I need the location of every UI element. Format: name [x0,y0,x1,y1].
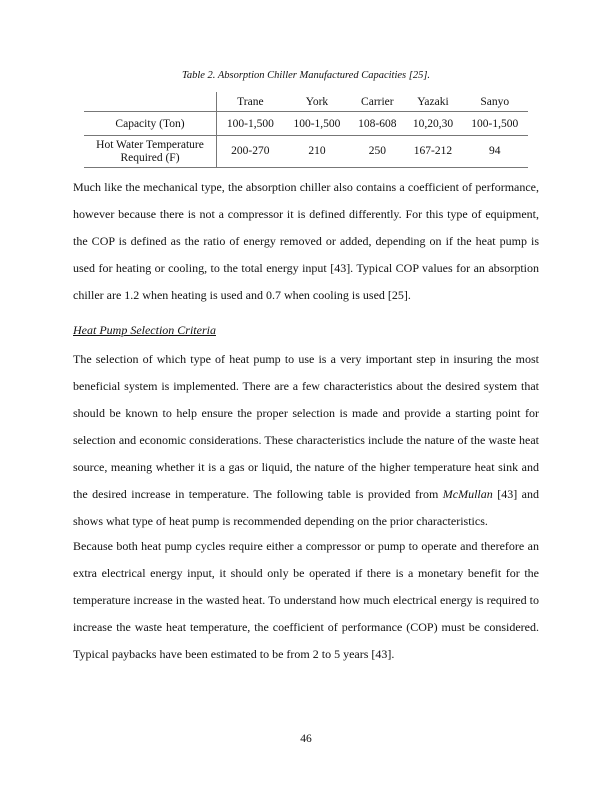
table-cell: 167-212 [404,136,461,168]
table-cell: 210 [284,136,351,168]
paragraph-electrical-energy: Because both heat pump cycles require either a compressor or pump to operate and therefore an extra electrical energy input, it should only be operated if there is a monetary benefit for the temperature increase in the wasted heat. To understand how much electrical energy is required to increase the waste heat temperature, the coefficient of performance (COP) must be considered. Typical paybacks have been estimated to be from 2 to 5 years [43]. [73,539,539,661]
paragraph-cop-absorption: Much like the mechanical type, the absorption chiller also contains a coefficient of performance, however because there is not a compressor it is defined differently. For this type of equipment, the COP is defined as the ratio of energy removed or added, depending on if the heat pump is used for heating or cooling, to the total energy input [43]. Typical COP values for an absorption chiller are 1.2 when heating is used and 0.7 when cooling is used [25]. [73,180,539,302]
table-row-label [84,136,217,168]
author-citation: McMullan [442,487,493,501]
table-row-label: Capacity (Ton) [84,112,217,136]
section-heading: Heat Pump Selection Criteria [73,323,216,337]
table-cell: 100-1,500 [217,112,284,136]
absorption-chiller-table [84,92,528,168]
paragraph-text: [43] and shows what type of heat pump is recommended depending on the prior characteristics. [73,487,539,528]
table-cell: 94 [461,136,528,168]
paragraph-selection-criteria [73,346,539,535]
table-cell: 200-270 [217,136,284,168]
table-caption: Table 2. Absorption Chiller Manufactured Capacities [25]. [181,70,431,81]
paragraph-text: The selection of which type of heat pump to use is a very important step in insuring the most beneficial system is implemented. There are a few characteristics about the desired system that should be known to help ensure the proper selection is made and provide a starting point for selection and economic considerations. These characteristics include the nature of the waste heat source, meaning whether it is a gas or liquid, the nature of the higher temperature heat sink and the desired increase in temperature. The following table is provided from [73,352,539,501]
table-row-label-line1: Hot Water Temperature [96,138,204,151]
table-row-hot-water-temperature [84,136,528,168]
table-cell: 100-1,500 [284,112,351,136]
table-header-trane: Trane [217,92,284,112]
table-cell: 250 [350,136,404,168]
table-header-yazaki: Yazaki [404,92,461,112]
table-cell: 108-608 [350,112,404,136]
table-header-empty [84,92,217,112]
table-cell: 100-1,500 [461,112,528,136]
table-header-york: York [284,92,351,112]
table-header-row [84,92,528,112]
table-header-sanyo: Sanyo [461,92,528,112]
table-row-capacity [84,112,528,136]
table-row-label-line2: Required (F) [120,151,180,164]
table-cell: 10,20,30 [404,112,461,136]
page-number: 46 [300,733,312,745]
table-header-carrier: Carrier [350,92,404,112]
